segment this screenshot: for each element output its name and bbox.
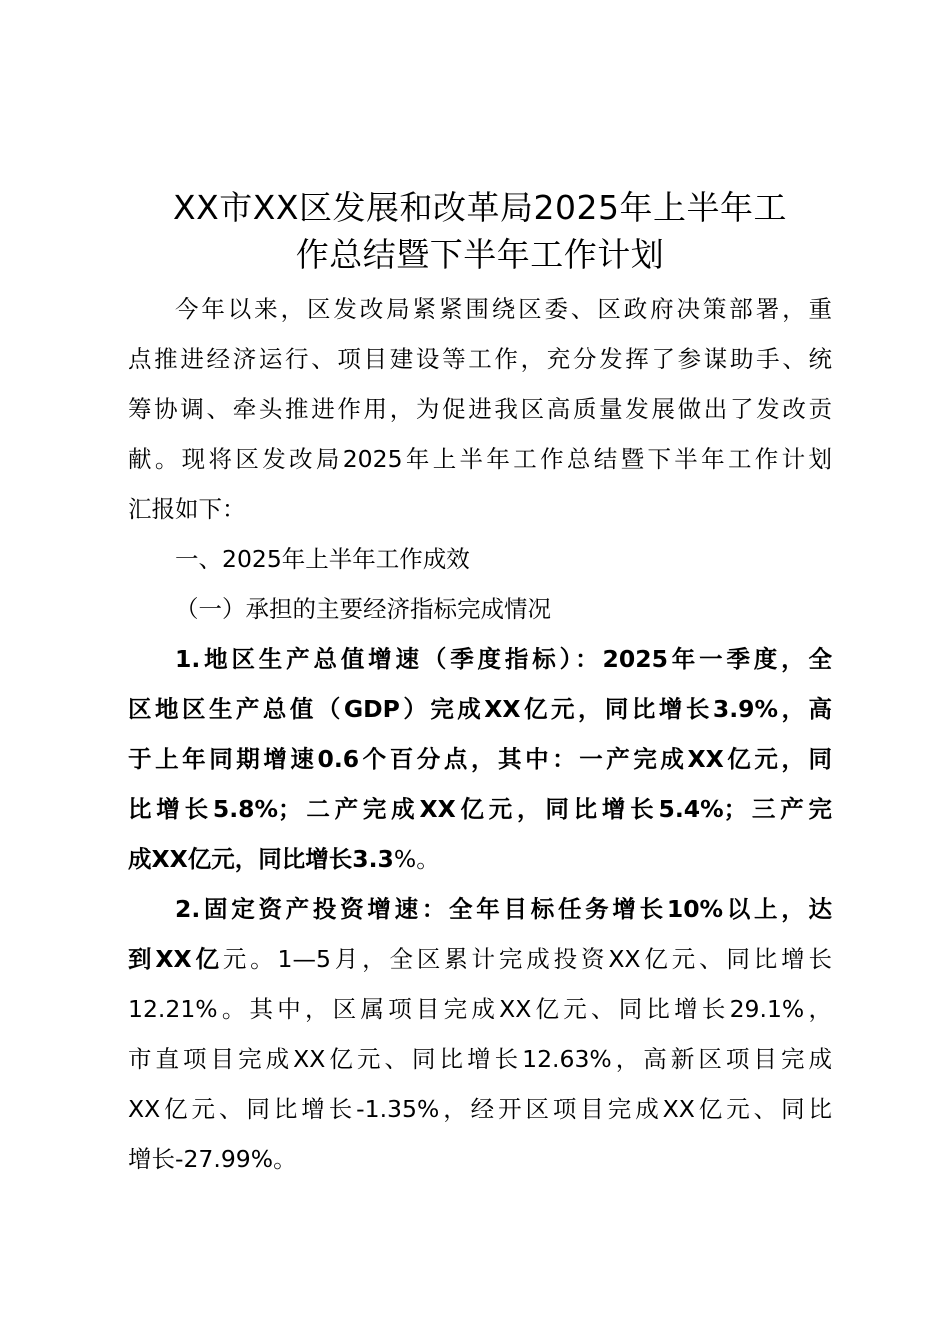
item-1-line-last	[128, 834, 832, 884]
item-2-line: 2.固定资产投资增速：全年目标任务增长10%以上，达	[175, 895, 832, 923]
item-1-line: 1.地区生产总值增速（季度指标）：2025年一季度，全	[175, 645, 832, 673]
document-page	[128, 184, 832, 1184]
intro-line: 汇报如下：	[128, 495, 246, 523]
subheading-text: （一）承担的主要经济指标完成情况	[175, 595, 551, 623]
item-2-paragraph	[128, 884, 832, 1184]
section-heading-1	[128, 534, 832, 584]
item-2-line: 增长-27.99%。	[128, 1145, 297, 1173]
title-line-1: XX市XX区发展和改革局2025年上半年工	[173, 188, 787, 227]
intro-line: 献。现将区发改局2025年上半年工作总结暨下半年工作计划	[128, 445, 832, 473]
item-2-line: 12.21%。其中，区属项目完成XX亿元、同比增长29.1%，	[128, 995, 832, 1023]
item-2-line-mixed	[128, 934, 832, 984]
item-1-tail: %。	[393, 845, 440, 873]
heading-text: 一、2025年上半年工作成效	[175, 545, 470, 573]
intro-paragraph	[128, 284, 832, 534]
item-2-bold-part: 到XX亿	[128, 945, 223, 973]
item-1-text: 成XX亿元，同比增长3.3	[128, 845, 394, 873]
item-1-line: 区地区生产总值（GDP）完成XX亿元，同比增长3.9%，高	[128, 695, 832, 723]
item-1-paragraph	[128, 634, 832, 884]
intro-line: 筹协调、牵头推进作用，为促进我区高质量发展做出了发改贡	[128, 395, 832, 423]
item-1-line: 比增长5.8%；二产完成XX亿元，同比增长5.4%；三产完	[128, 795, 832, 823]
item-1-line: 于上年同期增速0.6个百分点，其中：一产完成XX亿元，同	[128, 745, 832, 773]
section-heading-2	[128, 584, 832, 634]
item-2-normal-part: 元。1—5月，全区累计完成投资XX亿元、同比增长	[222, 945, 832, 973]
intro-line: 点推进经济运行、项目建设等工作，充分发挥了参谋助手、统	[128, 345, 832, 373]
item-2-line: XX亿元、同比增长-1.35%，经开区项目完成XX亿元、同比	[128, 1095, 832, 1123]
title-line-2: 作总结暨下半年工作计划	[295, 235, 665, 274]
document-title	[128, 184, 832, 278]
intro-line: 今年以来，区发改局紧紧围绕区委、区政府决策部署，重	[175, 295, 832, 323]
item-2-line: 市直项目完成XX亿元、同比增长12.63%，高新区项目完成	[128, 1045, 832, 1073]
